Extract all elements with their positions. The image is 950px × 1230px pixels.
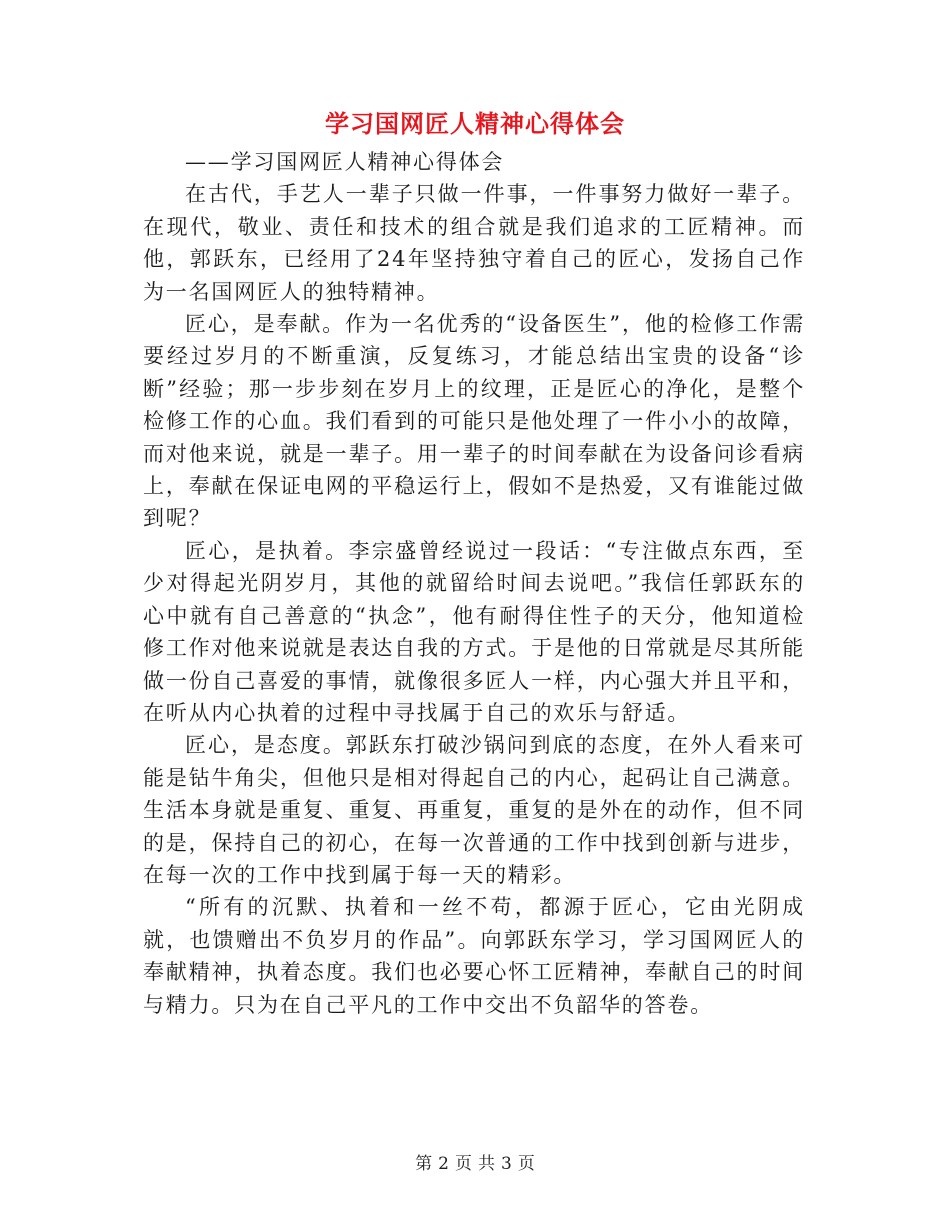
footer-page-suffix: 页: [517, 1154, 535, 1174]
footer-total-prefix: 共: [478, 1154, 495, 1174]
paragraph: 匠心，是奉献。作为一名优秀的“设备医生”，他的检修工作需要经过岁月的不断重演，反复练习，才能总结出宝贵的设备“诊断”经验；那一步步刻在岁月上的纹理，正是匠心的净化，是整个检修工作的心血。我们看到的可能只是他处理了一件小小的故障，而对他来说，就是一辈子。用一辈子的时间奉献在为设备问诊看病上，奉献在保证电网的平稳运行上，假如不是热爱，又有谁能过做到呢？: [143, 312, 805, 531]
paragraph: 匠心，是态度。郭跃东打破沙锅问到底的态度，在外人看来可能是钻牛角尖，但他只是相对得起自己的内心，起码让自己满意。生活本身就是重复、重复、再重复，重复的是外在的动作，但不同的是，保持自己的初心，在每一次普通的工作中找到创新与进步，在每一次的工作中找到属于每一天的精彩。: [143, 733, 805, 887]
paragraph: “所有的沉默、执着和一丝不苟，都源于匠心，它由光阴成就，也馈赠出不负岁月的作品”。向郭跃东学习，学习国网匠人的奉献精神，执着态度。我们也必要心怀工匠精神，奉献自己的时间与精力。只为在自己平凡的工作中交出不负韶华的答卷。: [143, 895, 805, 1017]
document-body: [143, 146, 805, 1021]
document-title: 学习国网匠人精神心得体会: [325, 109, 625, 138]
footer-page-prefix: 第: [415, 1154, 433, 1174]
footer-page-number: 2: [438, 1154, 449, 1174]
paragraph: 匠心，是执着。李宗盛曾经说过一段话：“专注做点东西，至少对得起光阴岁月，其他的就留给时间去说吧。”我信任郭跃东的心中就有自己善意的“执念”，他有耐得住性子的天分，他知道检修工作对他来说就是表达自我的方式。于是他的日常就是尽其所能做一份自己喜爱的事情，就像很多匠人一样，内心强大并且平和，在听从内心执着的过程中寻找属于自己的欢乐与舒适。: [143, 538, 805, 725]
footer-page-mid: 页: [455, 1154, 472, 1174]
footer-total-pages: 3: [501, 1154, 512, 1174]
page-footer: [0, 1150, 950, 1178]
paragraph: 在古代，手艺人一辈子只做一件事，一件事努力做好一辈子。在现代，敬业、责任和技术的组合就是我们追求的工匠精神。而他，郭跃东，已经用了24年坚持独守着自己的匠心，发扬自己作为一名国网匠人的独特精神。: [143, 182, 805, 304]
subtitle: ——学习国网匠人精神心得体会: [185, 150, 505, 174]
